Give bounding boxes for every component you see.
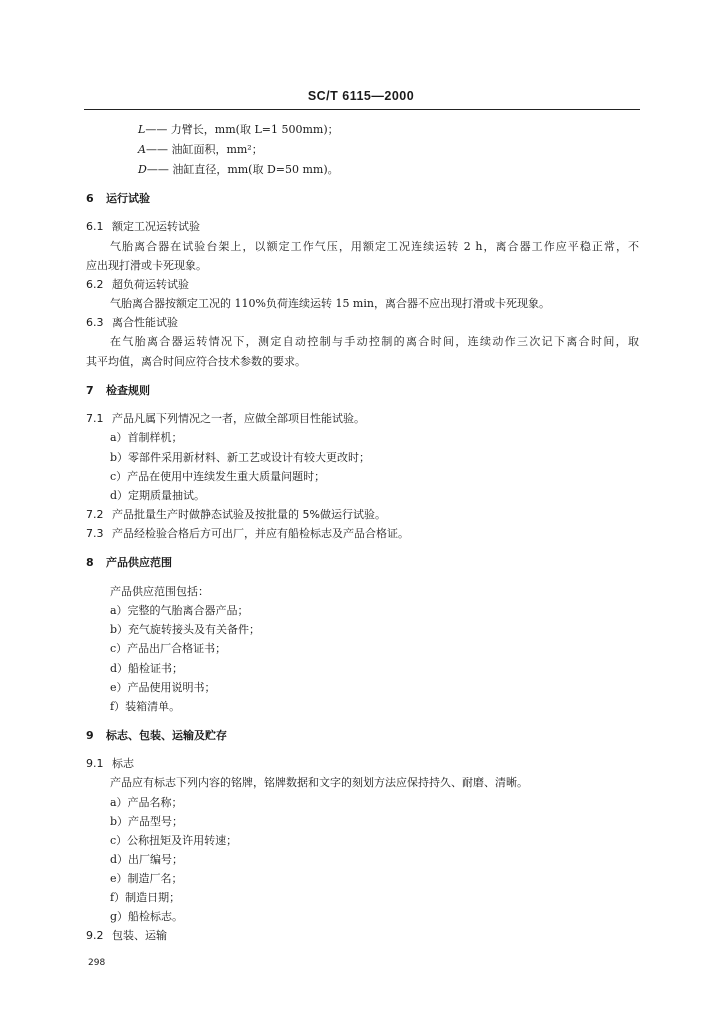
symbol-definition-l: L—— 力臂长，mm(取 L=1 500mm)； (138, 123, 339, 136)
section-9-2-heading: 9.2 包装、运输 (86, 929, 167, 942)
list-item: d）船检证书； (110, 662, 184, 675)
list-item: f）制造日期； (110, 891, 181, 904)
list-item: b）充气旋转接头及有关备件； (110, 623, 261, 636)
list-item: c）产品在使用中连续发生重大质量问题时； (110, 470, 326, 483)
section-6-3-paragraph-line-1: 在气胎离合器运转情况下，测定自动控制与手动控制的离合时间，连续动作三次记下离合时间，取 (110, 335, 639, 348)
list-item: a）完整的气胎离合器产品； (110, 604, 249, 617)
section-6-3-heading: 6.3 离合性能试验 (86, 316, 178, 329)
list-item: d）出厂编号； (110, 853, 184, 866)
symbol-definition-d: D—— 油缸直径，mm(取 D=50 mm)。 (138, 163, 339, 176)
list-item: e）制造厂名； (110, 872, 183, 885)
list-item: b）产品型号； (110, 815, 184, 828)
section-7-2-text: 7.2 产品批量生产时做静态试验及按批量的 5%做运行试验。 (86, 508, 386, 521)
section-8-intro: 产品供应范围包括： (110, 585, 209, 598)
section-8-heading: 8 产品供应范围 (86, 556, 172, 569)
list-item: a）产品名称； (110, 796, 183, 809)
section-6-3-paragraph-line-2: 其平均值，离合时间应符合技术参数的要求。 (86, 355, 306, 368)
section-7-heading: 7 检查规则 (86, 384, 150, 397)
list-item: c）产品出厂合格证书； (110, 642, 227, 655)
standard-code-header: SC/T 6115—2000 (307, 89, 415, 103)
section-9-1-heading: 9.1 标志 (86, 757, 134, 770)
list-item: d）定期质量抽试。 (110, 489, 206, 502)
section-9-1-intro: 产品应有标志下列内容的铭牌，铭牌数据和文字的刻划方法应保持持久、耐磨、清晰。 (110, 776, 528, 789)
list-item: a）首制样机； (110, 431, 183, 444)
list-item: f）装箱清单。 (110, 700, 181, 713)
list-item: b）零部件采用新材料、新工艺或设计有较大更改时； (110, 451, 371, 464)
section-6-heading: 6 运行试验 (86, 192, 150, 205)
section-6-2-paragraph: 气胎离合器按额定工况的 110%负荷连续运转 15 min，离合器不应出现打滑或卡死现象。 (110, 297, 550, 310)
list-item: e）产品使用说明书； (110, 681, 216, 694)
section-6-2-heading: 6.2 超负荷运转试验 (86, 278, 189, 291)
list-item: g）船检标志。 (110, 910, 184, 923)
section-7-1-text: 7.1 产品凡属下列情况之一者，应做全部项目性能试验。 (86, 412, 365, 425)
section-6-1-heading: 6.1 额定工况运转试验 (86, 220, 200, 233)
section-6-1-paragraph-line-2: 应出现打滑或卡死现象。 (86, 259, 207, 272)
section-6-1-paragraph-line-1: 气胎离合器在试验台架上，以额定工作气压，用额定工况连续运转 2 h，离合器工作应平稳正常，不 (110, 240, 639, 253)
header-rule (84, 109, 640, 110)
page-number: 298 (88, 958, 106, 968)
symbol-definition-a: A—— 油缸面积，mm²； (138, 143, 263, 156)
section-7-3-text: 7.3 产品经检验合格后方可出厂，并应有船检标志及产品合格证。 (86, 527, 409, 540)
list-item: c）公称扭矩及许用转速； (110, 834, 238, 847)
section-9-heading: 9 标志、包装、运输及贮存 (86, 729, 227, 742)
